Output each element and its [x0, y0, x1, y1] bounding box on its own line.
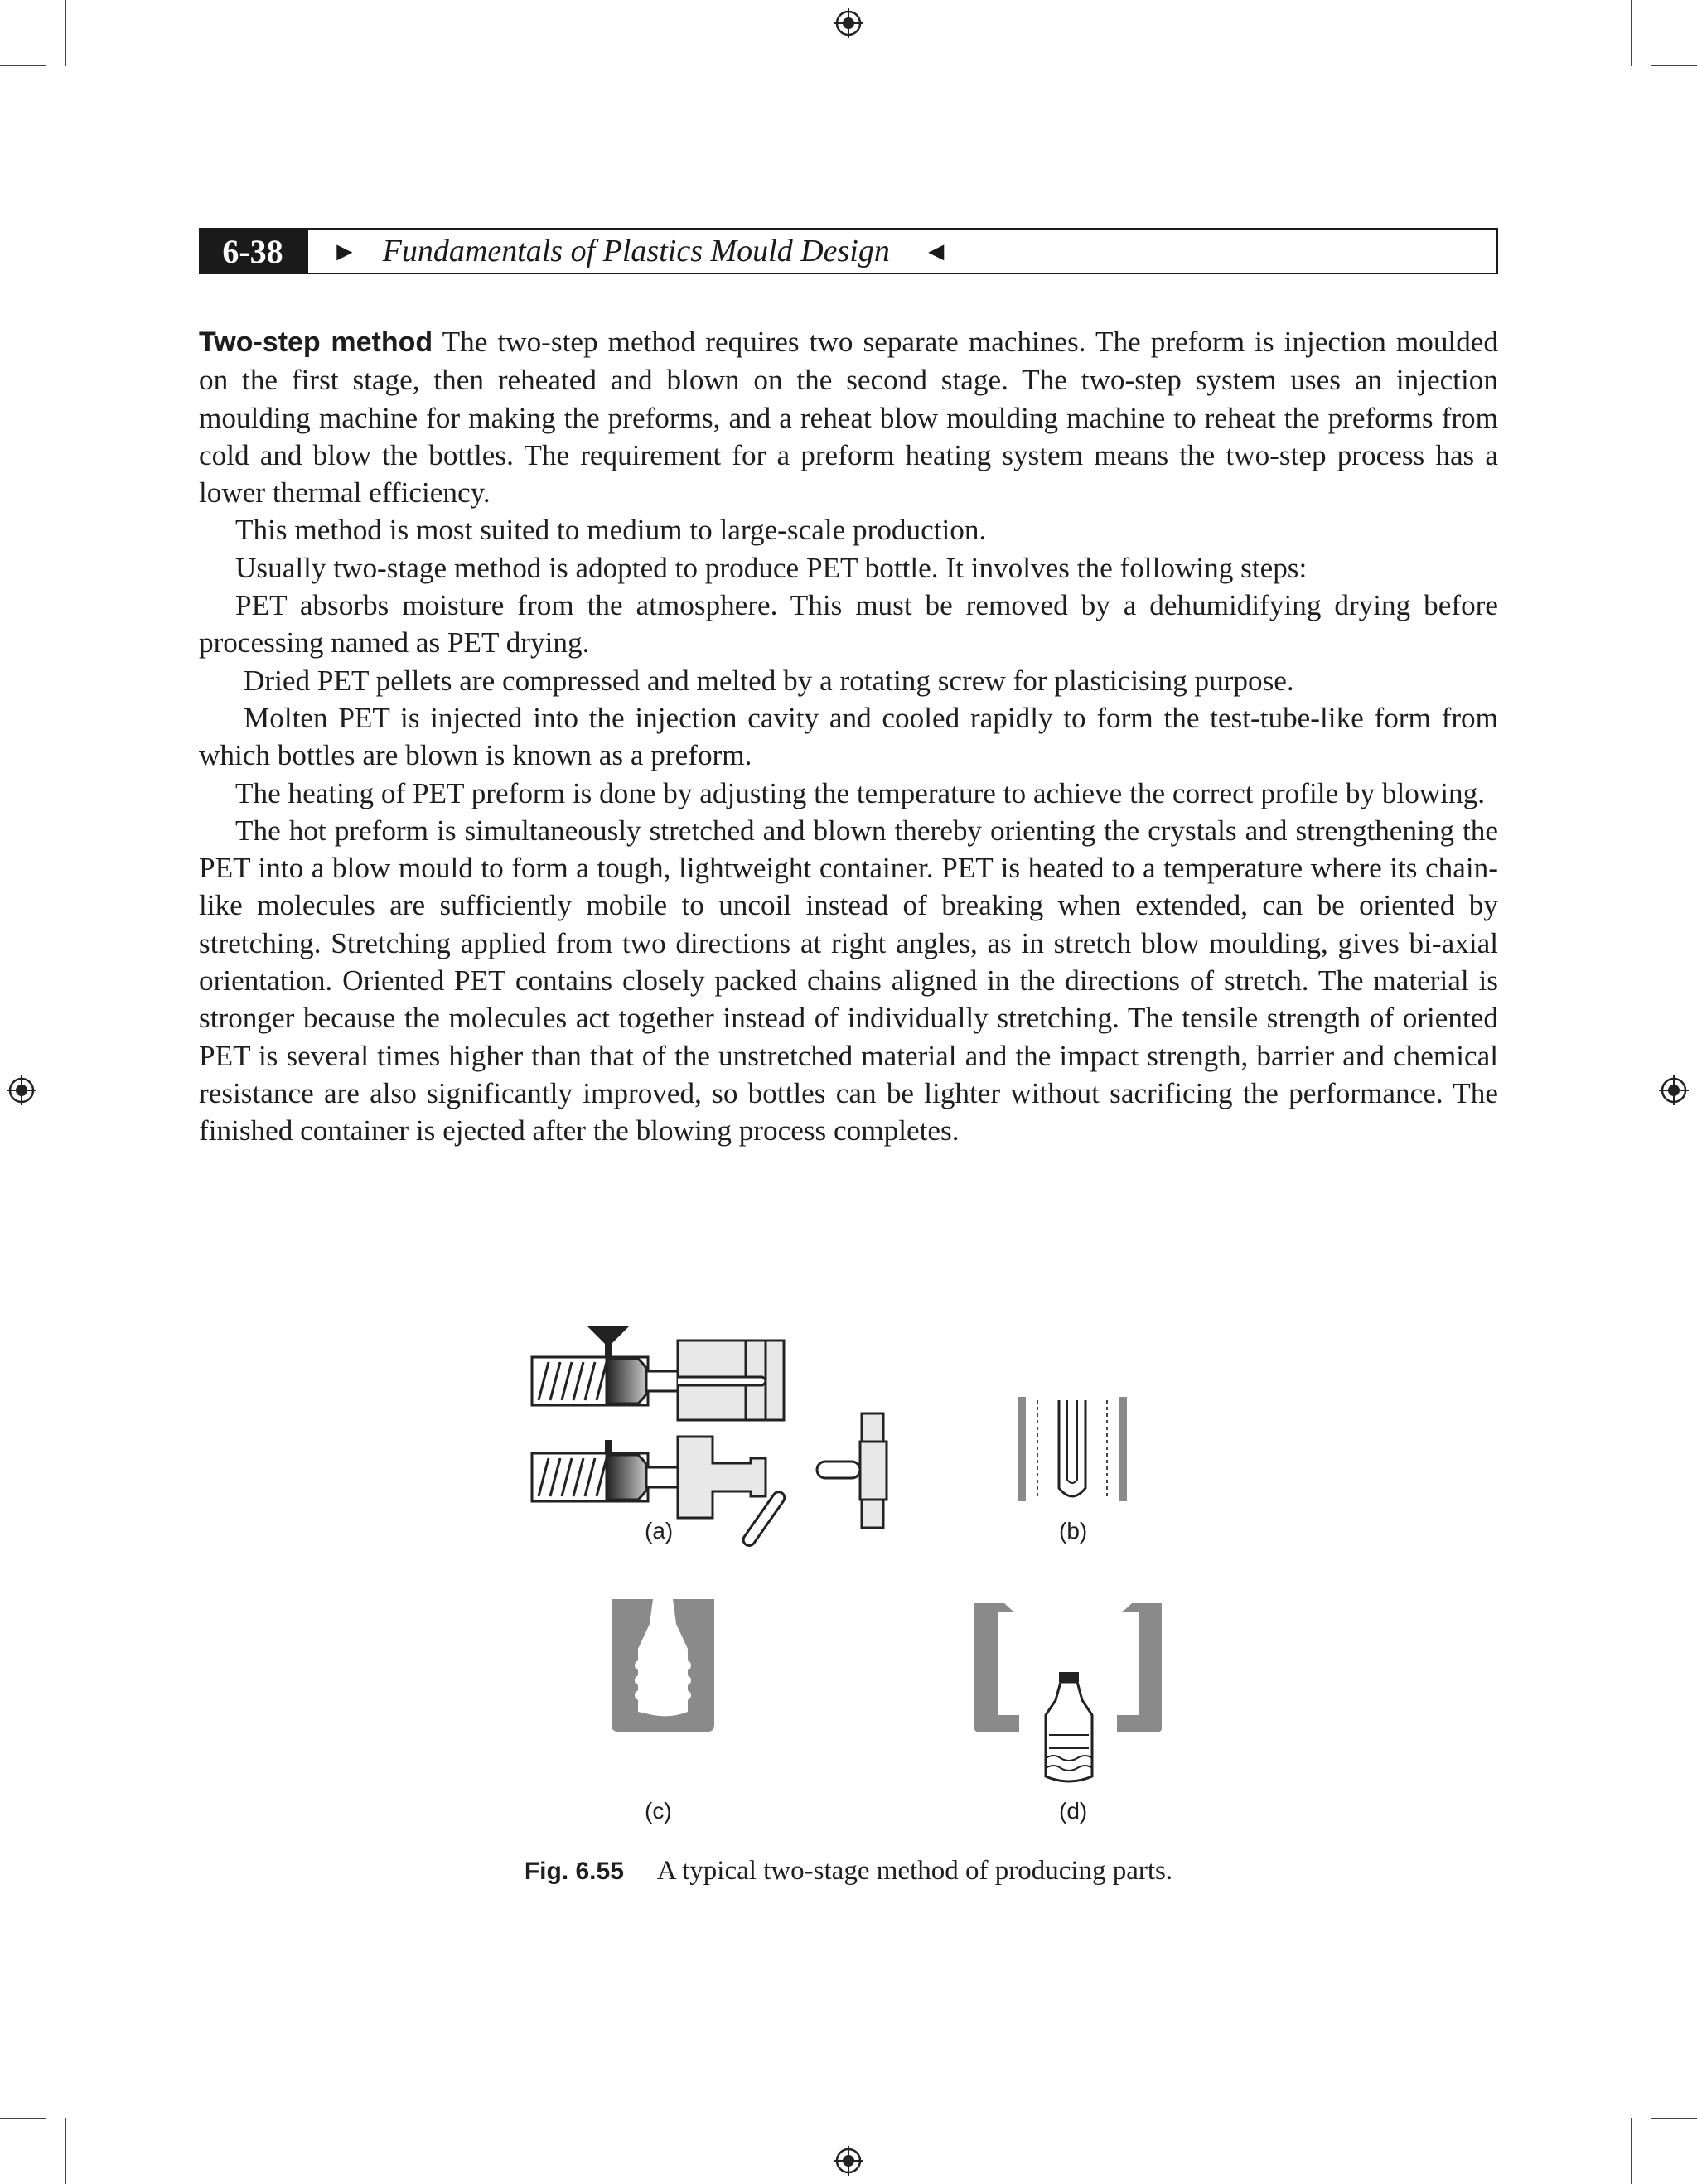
- paragraph: [199, 323, 1498, 511]
- caption-text: A typical two-stage method of producing parts.: [656, 1856, 1173, 1886]
- bottle-icon: [1046, 1672, 1092, 1781]
- crop-mark-bottom-right-h: [1651, 2118, 1697, 2119]
- paragraph: Dried PET pellets are compressed and melted by a rotating screw for plasticising purpose.: [244, 664, 1294, 697]
- figure-6-55: [514, 1301, 1177, 1848]
- paragraph-text: The two-step method requires two separate machines. The preform is injection moulded on the first stage, then reheated and blown on the second stage. The two-step system uses an injection moulding machine for making the preforms, and a reheat blow moulding machine to reheat the preforms from cold and blow the bottles. The requirement for a preform heating system means the two-step process has a lower thermal efficiency.: [199, 326, 1499, 510]
- blow-mould-d: [974, 1603, 1162, 1781]
- running-title: Fundamentals of Plastics Mould Design: [382, 234, 890, 268]
- triangle-left-icon: ◄: [922, 235, 950, 266]
- injection-unit-bottom: [532, 1437, 766, 1518]
- running-header: [199, 228, 1498, 274]
- ejected-preform: [741, 1490, 786, 1548]
- crop-mark-top-left-v: [65, 0, 66, 66]
- paragraph: Molten PET is injected into the injection cavity and cooled rapidly to form the test-tube-like form from which bottles are blown is known as a preform.: [199, 701, 1498, 772]
- paragraph: Usually two-stage method is adopted to produce PET bottle. It involves the following steps:: [235, 551, 1308, 584]
- crop-mark-bottom-left-h: [0, 2118, 46, 2119]
- registration-mark-icon: [832, 7, 865, 40]
- triangle-right-icon: ►: [331, 235, 358, 266]
- crop-mark-top-left-h: [0, 65, 46, 66]
- page-number: 6-38: [199, 228, 307, 274]
- crop-mark-bottom-left-v: [65, 2118, 66, 2184]
- crop-mark-bottom-right-v: [1631, 2118, 1632, 2184]
- section-heading: Two-step method: [199, 326, 433, 358]
- running-title-box: [307, 228, 1498, 274]
- injection-unit-top: [532, 1326, 784, 1420]
- figure-sublabel-d: (d): [1059, 1798, 1088, 1824]
- process-diagram: [514, 1301, 1177, 1848]
- figure-sublabel-c: (c): [645, 1798, 672, 1824]
- paragraph: This method is most suited to medium to large-scale production.: [235, 514, 987, 547]
- paragraph: PET absorbs moisture from the atmosphere. This must be removed by a dehumidifying drying before processing named as PET drying.: [199, 589, 1498, 660]
- figure-label: Fig. 6.55: [524, 1858, 624, 1885]
- paragraph: The hot preform is simultaneously stretched and blown thereby orienting the crystals and strengthening the PET into a blow mould to form a tough, lightweight container. PET is heated to a temperature where its chain-like molecules are sufficiently mobile to uncoil instead of breaking when extended, can be oriented by stretching. Stretching applied from two directions at right angles, as in stretch blow moulding, gives bi-axial orientation. Oriented PET contains closely packed chains aligned in the directions of stretch. The material is stronger because the molecules act together instead of individually stretching. The tensile strength of oriented PET is several times higher than that of the unstretched material and the impact strength, barrier and chemical resistance are also significantly improved, so bottles can be lighter without sacrificing the performance. The finished container is ejected after the blowing process completes.: [199, 814, 1498, 1148]
- registration-mark-icon: [1657, 1074, 1690, 1107]
- crop-mark-top-right-v: [1631, 0, 1632, 66]
- registration-mark-icon: [5, 1074, 38, 1107]
- core-transfer: [817, 1413, 887, 1528]
- body-text: [199, 323, 1498, 1150]
- figure-caption: [0, 1856, 1697, 1887]
- paragraph: The heating of PET preform is done by adjusting the temperature to achieve the correct profile by blowing.: [235, 776, 1486, 809]
- figure-sublabel-b: (b): [1059, 1518, 1088, 1544]
- blow-mould-c: [612, 1599, 714, 1732]
- registration-mark-icon: [832, 2144, 865, 2177]
- figure-sublabel-a: (a): [645, 1518, 674, 1544]
- crop-mark-top-right-h: [1651, 65, 1697, 66]
- reheat-station: [1018, 1397, 1127, 1501]
